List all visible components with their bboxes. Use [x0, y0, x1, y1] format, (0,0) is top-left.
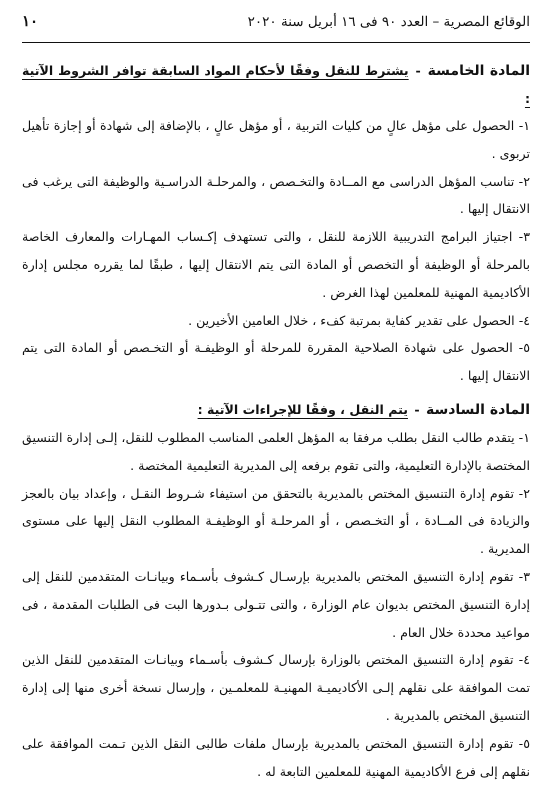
article-five: المادة الخامسة - يشترط للنقل وفقًا لأحكام المواد السابقة توافر الشروط الآتية : ١- الحصول على مؤهل عالٍ من كليات التربية ، أو مؤهل عالٍ ، بالإضافة إلى شهادة أو إجازة تأهيل تربوى . ٢- تناسب المؤهل الدراسى مع المــادة والتخـصص ، والمرحلـة الدراسـية والوظيفة التى يرغب فى الانتقال إليها . ٣- اجتياز البرامج التدريبية اللازمة للنقل ، والتى تستهدف إكـساب المهـارات والمعارف الخاصة بالمرحلة أو الوظيفة أو التخصص أو المادة التى يتم الانتقال إليها ، طبقًا لما يقرره مجلس إدارة الأكاديمية المهنية للمعلمين لهذا الغرض . ٤- الحصول على تقدير كفاية بمرتبة كفء ، خلال العامين الأخيرين . ٥- الحصول على شهادة الصلاحية المقررة للمرحلة أو الوظيفـة أو التخـصص أو المادة التى يتم الانتقال إليها . [22, 57, 530, 390]
article-item: ٥- تقوم إدارة التنسيق المختص بالمديرية بإرسال ملفات طالبى النقل الذين تـمت الموافقة على نقلهم إلى فرع الأكاديمية المهنية للمعلمين التابعة له . [22, 735, 530, 779]
article-item: ٣- تقوم إدارة التنسيق المختص بالمديرية بإرسـال كـشوف بأسـماء وبيانـات المتقدمين للنقل إلى إدارة التنسيق المختص بديوان عام الوزارة ، والتى تتـولى بـدورها البت فى الطلبات المقدمة ، فى مواعيد محددة خلال العام . [22, 568, 530, 640]
article-item: ٢- تناسب المؤهل الدراسى مع المــادة والتخـصص ، والمرحلـة الدراسـية والوظيفة التى يرغب فى الانتقال إليها . [22, 173, 530, 217]
article-item: ٢- تقوم إدارة التنسيق المختص بالمديرية بالتحقق من استيفاء شـروط النقـل ، وإعداد بيان بالعجز والزيادة فى المــادة ، أو التخـصص ، أو المرحلـة أو الوظيفـة المطلوب النقل إليها على مستوى المديرية . [22, 485, 530, 557]
article-item: ١- يتقدم طالب النقل بطلب مرفقا به المؤهل العلمى المناسب المطلوب للنقل، إلـى إدارة التنسيق المختصة بالإدارة التعليمية، والتى تقوم برفعه إلى المديرية التعليمية المختصة . [22, 429, 530, 473]
page-number: ١٠ [22, 12, 39, 30]
article-intro: يتم النقل ، وفقًا للإجراءات الآتية : [197, 401, 408, 417]
gazette-header-text: الوقائع المصرية – العدد ٩٠ فى ١٦ أبريل سنة ٢٠٢٠ [247, 14, 530, 30]
article-item: ٥- الحصول على شهادة الصلاحية المقررة للمرحلة أو الوظيفـة أو التخـصص أو المادة التى يتم الانتقال إليها . [22, 340, 530, 384]
article-title: المادة الخامسة [427, 63, 531, 79]
header-rule [22, 42, 530, 43]
article-item: ٤- تقوم إدارة التنسيق المختص بالوزارة بإرسال كـشوف بأسـماء وبيانـات المتقدمين للنقل الذين تمت الموافقة على نقلهم إلـى الأكاديميـة المهنيـة للمعلمـين ، وإرسال نسخة أخرى منها إلى إدارة التنسيق المختص بالمديرية . [22, 652, 530, 723]
article-intro: يشترط للنقل وفقًا لأحكام المواد السابقة توافر الشروط الآتية : [22, 63, 530, 106]
article-title: المادة السادسة [425, 401, 530, 418]
article-item: ٤- الحصول على تقدير كفاية بمرتبة كفء ، خلال العامين الأخيرين . [188, 312, 530, 328]
article-item: ٣- اجتياز البرامج التدريبية اللازمة للنقل ، والتى تستهدف إكـساب المهـارات والمعارف الخاصة بالمرحلة أو الوظيفة أو التخصص أو المادة التى يتم الانتقال إليها ، طبقًا لما يقرره مجلس إدارة الأكاديمية المهنية للمعلمين لهذا الغرض . [22, 229, 530, 300]
article-item: ١- الحصول على مؤهل عالٍ من كليات التربية ، أو مؤهل عالٍ ، بالإضافة إلى شهادة أو إجازة تأهيل تربوى . [22, 118, 530, 161]
page-header [22, 12, 530, 34]
article-six: المادة السادسة - يتم النقل ، وفقًا للإجراءات الآتية : ١- يتقدم طالب النقل بطلب مرفقا به المؤهل العلمى المناسب المطلوب للنقل، إلـى إدارة التنسيق المختصة بالإدارة التعليمية، والتى تقوم برفعه إلى المديرية التعليمية المختصة . ٢- تقوم إدارة التنسيق المختص بالمديرية بالتحقق من استيفاء شـروط النقـل ، وإعداد بيان بالعجز والزيادة فى المــادة ، أو التخـصص ، أو المرحلـة أو الوظيفـة المطلوب النقل إليها على مستوى المديرية . ٣- تقوم إدارة التنسيق المختص بالمديرية بإرسـال كـشوف بأسـماء وبيانـات المتقدمين للنقل إلى إدارة التنسيق المختص بديوان عام الوزارة ، والتى تتـولى بـدورها البت فى الطلبات المقدمة ، فى مواعيد محددة خلال العام . ٤- تقوم إدارة التنسيق المختص بالوزارة بإرسال كـشوف بأسـماء وبيانـات المتقدمين للنقل الذين تمت الموافقة على نقلهم إلـى الأكاديميـة المهنيـة للمعلمـين ، وإرسال نسخة أخرى منها إلى إدارة التنسيق المختص بالمديرية . ٥- تقوم إدارة التنسيق المختص بالمديرية بإرسال ملفات طالبى النقل الذين تـمت الموافقة على نقلهم إلى فرع الأكاديمية المهنية للمعلمين التابعة له . [22, 396, 530, 785]
